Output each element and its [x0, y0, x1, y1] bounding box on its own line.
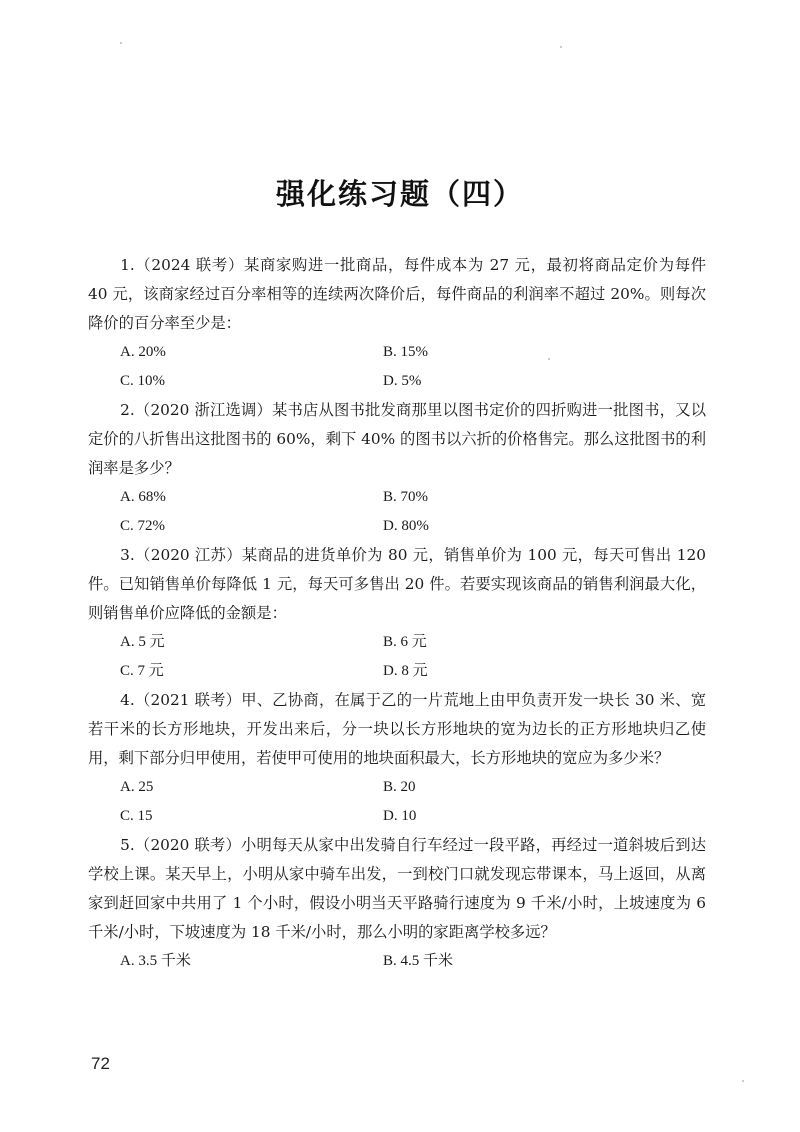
question-1 [88, 251, 706, 396]
option-a: A. 25 [120, 779, 154, 795]
scan-speck [560, 46, 562, 48]
option-b: B. 6 元 [383, 634, 427, 650]
option-b: B. 20 [383, 779, 416, 795]
question-3 [88, 541, 706, 686]
option-list [120, 483, 706, 541]
scan-speck [742, 1080, 744, 1082]
question-stem: 2.（2020 浙江选调）某书店从图书批发商那里以图书定价的四折购进一批图书，又以定价的八折售出这批图书的 60%，剩下 40% 的图书以六折的价格售完。那么这批图书的利润率是多少？ [88, 401, 706, 477]
page-title: 强化练习题（四） [275, 177, 524, 211]
option-c: C. 72% [120, 518, 165, 534]
option-list [120, 947, 706, 976]
option-list [120, 773, 706, 831]
scan-speck [120, 42, 122, 44]
option-a: A. 3.5 千米 [120, 953, 191, 969]
option-b: B. 15% [383, 344, 428, 360]
question-stem: 1.（2024 联考）某商家购进一批商品，每件成本为 27 元，最初将商品定价为每件 40 元，该商家经过百分率相等的连续两次降价后，每件商品的利润率不超过 20%。则每次降价的百分率至少是： [88, 256, 706, 332]
option-d: D. 10 [383, 808, 417, 824]
question-5 [88, 831, 706, 976]
question-stem: 5.（2020 联考）小明每天从家中出发骑自行车经过一段平路，再经过一道斜坡后到达学校上课。某天早上，小明从家中骑车出发，一到校门口就发现忘带课本，马上返回，从离家到赶回家中共用了 1 个小时，假设小明当天平路骑行速度为 9 千米/小时，上坡速度为 6 千米/小时，下坡速度为 18 千米/小时，那么小明的家距离学校多远？ [88, 836, 706, 941]
question-2 [88, 396, 706, 541]
question-4 [88, 686, 706, 831]
option-d: D. 80% [383, 518, 429, 534]
option-a: A. 5 元 [120, 634, 165, 650]
question-list [88, 251, 706, 976]
option-c: C. 7 元 [120, 663, 164, 679]
option-d: D. 8 元 [383, 663, 428, 679]
option-b: B. 4.5 千米 [383, 953, 454, 969]
option-a: A. 68% [120, 489, 166, 505]
question-stem: 3.（2020 江苏）某商品的进货单价为 80 元，销售单价为 100 元，每天可售出 120 件。已知销售单价每降低 1 元，每天可多售出 20 件。若要实现该商品的销售利润最大化，则销售单价应降低的金额是： [88, 546, 706, 622]
option-list [120, 338, 706, 396]
option-b: B. 70% [383, 489, 428, 505]
page-number: 72 [91, 1054, 110, 1073]
option-c: C. 10% [120, 373, 165, 389]
option-a: A. 20% [120, 344, 166, 360]
question-stem: 4.（2021 联考）甲、乙协商，在属于乙的一片荒地上由甲负责开发一块长 30 米、宽若干米的长方形地块，开发出来后，分一块以长方形地块的宽为边长的正方形地块归乙使用，剩下部分归甲使用，若使甲可使用的地块面积最大，长方形地块的宽应为多少米？ [88, 691, 706, 767]
option-c: C. 15 [120, 808, 153, 824]
scan-speck [548, 358, 550, 360]
option-d: D. 5% [383, 373, 422, 389]
option-list [120, 628, 706, 686]
